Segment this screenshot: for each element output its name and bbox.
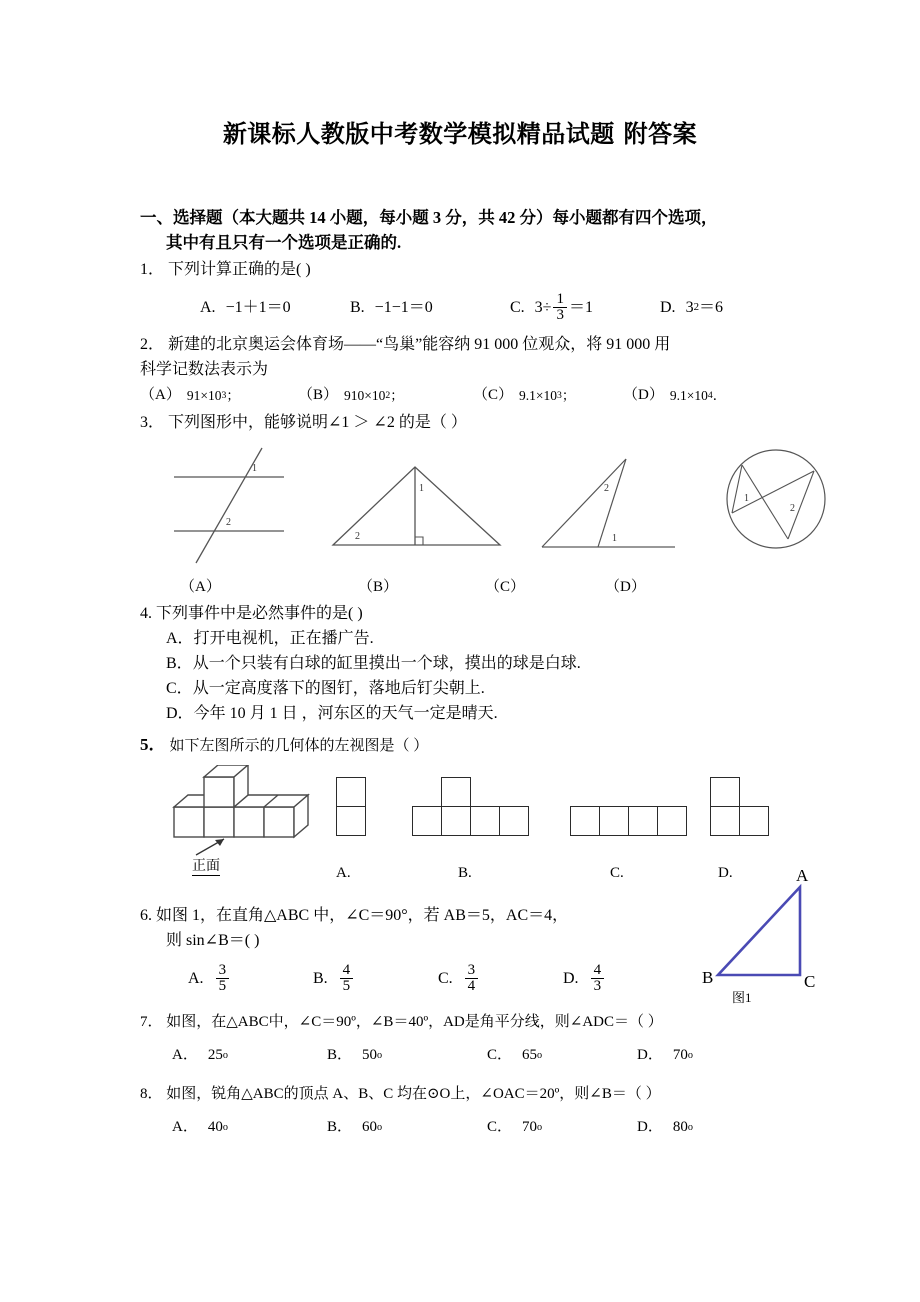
view-label-d: D. [718, 864, 733, 881]
option-label: （B） [298, 386, 339, 403]
view-b-shape[interactable] [412, 777, 532, 837]
option-label: （A） [140, 386, 181, 403]
option-exponent: 2 [693, 301, 699, 314]
option-tail: ＝6 [699, 299, 724, 317]
option-exponent: 2 [385, 389, 391, 401]
question-2-option-b[interactable] [298, 383, 473, 408]
vertex-label-a: A [796, 866, 809, 885]
question-5-figures [140, 765, 820, 874]
question-2 [140, 332, 820, 408]
figure-caption-tu1: 图1 [732, 990, 752, 1005]
angle-label-1: 1 [419, 482, 424, 494]
option-label: （D） [623, 386, 664, 403]
figure-triangle-with-altitude [325, 445, 515, 565]
figure-cube-solid [168, 765, 348, 857]
solid-front-label: 正面 [192, 855, 220, 876]
question-6-figure [700, 865, 820, 1015]
fraction-numerator: 4 [342, 961, 351, 978]
option-label: （C） [473, 386, 514, 403]
angle-label-1: 1 [252, 462, 257, 474]
question-1-option-b[interactable] [350, 292, 510, 324]
option-label: C． [166, 679, 193, 697]
option-exponent: 3 [221, 389, 227, 401]
question-5 [140, 732, 820, 759]
option-text: −1−1＝0 [374, 299, 433, 317]
angle-label-2: 2 [226, 516, 231, 528]
question-4-option-d[interactable] [140, 701, 820, 726]
option-degree: o [537, 1050, 543, 1062]
option-label: C． [487, 1047, 513, 1064]
question-3-stem [140, 410, 820, 435]
question-4-option-a[interactable] [140, 626, 820, 651]
question-8-stem [140, 1082, 820, 1107]
option-label: D． [166, 704, 194, 722]
option-label: C． [487, 1119, 513, 1136]
option-base: 25 [207, 1047, 223, 1064]
question-7-options [140, 1043, 820, 1068]
option-text: 3÷ [534, 299, 552, 317]
question-8-option-a[interactable] [172, 1115, 327, 1140]
question-6-option-c[interactable] [438, 963, 563, 995]
option-text: 从一个只装有白球的缸里摸出一个球，摸出的球是白球. [192, 654, 581, 672]
option-label: A． [172, 1119, 198, 1136]
fraction-one-third [553, 292, 567, 324]
option-tail: ； [226, 387, 240, 403]
question-1-option-c[interactable] [510, 292, 660, 324]
option-label: A． [166, 629, 194, 647]
question-6-option-a[interactable] [188, 963, 313, 995]
question-8-text: 如图，锐角△ABC的顶点 A、B、C 均在⊙O上，∠OAC＝20º，则∠B＝（ ） [166, 1086, 661, 1103]
view-a-shape[interactable] [336, 777, 366, 837]
option-text: 从一定高度落下的图钉，落地后钉尖朝上. [192, 679, 485, 697]
question-3-number: 3． [140, 413, 165, 431]
figure-right-triangle-abc [700, 865, 820, 995]
question-2-number: 2． [140, 335, 165, 353]
fraction-numerator: 3 [218, 961, 227, 978]
question-5-stem [140, 732, 820, 759]
fraction [340, 963, 354, 995]
option-base: 3 [685, 299, 694, 317]
fraction [591, 963, 605, 995]
fraction-denominator: 3 [553, 307, 567, 323]
option-label: D. [660, 299, 676, 317]
question-1-option-d[interactable] [660, 292, 723, 324]
section-heading-line1: 一、选择题（本大题共 14 小题，每小题 3 分，共 42 分）每小题都有四个选项， [140, 208, 718, 227]
option-label: C. [510, 299, 525, 317]
fraction-numerator: 1 [556, 291, 564, 307]
question-8-options [140, 1115, 820, 1140]
option-label: D． [637, 1119, 663, 1136]
option-label: D. [563, 969, 579, 987]
question-3-figures [140, 441, 820, 573]
option-base: 70 [522, 1119, 538, 1136]
question-7 [140, 1010, 820, 1068]
question-6-number: 6. [140, 906, 152, 924]
angle-label-1: 1 [744, 492, 749, 504]
option-label: C. [438, 969, 453, 987]
question-2-option-c[interactable] [473, 383, 623, 408]
figure-label-c: （C） [485, 578, 526, 595]
question-7-option-b[interactable] [327, 1043, 487, 1068]
question-4-option-b[interactable] [140, 651, 820, 676]
section-heading-line2: 其中有且只有一个选项是正确的. [166, 233, 402, 252]
page-title: 新课标人教版中考数学模拟精品试题 附答案 [222, 120, 698, 148]
question-1-options [140, 292, 820, 324]
option-degree: o [537, 1122, 543, 1134]
figure-circle-inscribed-angles [720, 443, 840, 563]
fraction [216, 963, 230, 995]
question-2-option-d[interactable] [623, 383, 726, 408]
vertex-label-b: B [702, 968, 714, 987]
view-d-shape[interactable] [710, 777, 770, 837]
option-label: B. [350, 299, 365, 317]
question-5-number: 5． [140, 734, 166, 754]
fraction-denominator: 4 [465, 978, 479, 994]
option-degree: o [377, 1050, 383, 1062]
view-label-b: B. [458, 864, 472, 881]
question-2-text-2: 科学记数法表示为 [140, 360, 269, 378]
fraction-numerator: 3 [467, 961, 476, 978]
vertex-label-c: C [804, 972, 816, 991]
option-degree: o [687, 1050, 693, 1062]
option-base: 60 [362, 1119, 378, 1136]
fraction [465, 963, 479, 995]
angle-label-2: 2 [355, 530, 360, 542]
figure-label-d: （D） [605, 578, 646, 595]
question-7-option-d[interactable] [637, 1043, 693, 1068]
question-1-stem [140, 257, 820, 282]
angle-label-2: 2 [790, 502, 795, 514]
question-3-figure-labels [140, 575, 820, 597]
question-2-stem-line1 [140, 332, 820, 357]
option-label: D． [637, 1047, 663, 1064]
option-degree: o [222, 1122, 228, 1134]
question-3-text: 下列图形中，能够说明∠1 ＞ ∠2 的是（ ） [168, 413, 467, 431]
option-label: B． [327, 1119, 353, 1136]
option-base: 9.1×10 [669, 387, 708, 403]
question-1-number: 1． [140, 261, 165, 278]
option-base: 91×10 [186, 387, 222, 403]
option-base: 65 [522, 1047, 538, 1064]
view-label-c: C. [610, 864, 624, 881]
question-1 [140, 257, 820, 324]
option-exponent: 3 [557, 389, 562, 401]
question-4-stem [140, 601, 820, 626]
fraction-numerator: 4 [593, 961, 602, 978]
figure-label-b: （B） [358, 578, 399, 595]
option-label: B． [166, 654, 193, 672]
question-7-option-a[interactable] [172, 1043, 327, 1068]
view-label-a: A. [336, 864, 351, 881]
question-2-text-1: 新建的北京奥运会体育场——“鸟巢”能容纳 91 000 位观众，将 91 000 用 [168, 335, 671, 353]
option-base: 50 [362, 1047, 378, 1064]
option-degree: o [222, 1050, 228, 1062]
option-tail: ． [712, 387, 727, 403]
question-8-option-d[interactable] [637, 1115, 693, 1140]
angle-label-1: 1 [612, 532, 617, 544]
figure-label-a: （A） [180, 578, 221, 595]
question-8-option-c[interactable] [487, 1115, 637, 1140]
option-tail: ＝1 [568, 299, 593, 317]
option-label: B． [327, 1047, 353, 1064]
question-7-option-c[interactable] [487, 1043, 637, 1068]
question-3 [140, 410, 820, 435]
option-degree: o [377, 1122, 383, 1134]
option-text: 今年 10 月 1 日 ，河东区的天气一定是晴天. [193, 704, 498, 722]
question-5-text: 如下左图所示的几何体的左视图是（ ） [169, 737, 429, 754]
question-4-number: 4. [140, 604, 152, 622]
question-6-text-2: 则 sin∠B＝( ) [166, 931, 260, 949]
question-4 [140, 601, 820, 726]
fraction-denominator: 3 [591, 978, 605, 994]
option-label: A. [200, 299, 216, 317]
option-base: 9.1×10 [519, 387, 558, 403]
option-label: A. [188, 969, 204, 987]
fraction-denominator: 5 [216, 978, 230, 994]
angle-label-2: 2 [604, 482, 609, 494]
option-base: 910×10 [344, 387, 386, 403]
option-label: A． [172, 1047, 198, 1064]
question-4-option-c[interactable] [140, 676, 820, 701]
question-6-text-1: 如图 1，在直角△ABC 中，∠C＝90°，若 AB＝5，AC＝4， [156, 906, 569, 924]
question-8-number: 8． [140, 1086, 163, 1103]
option-exponent: 4 [707, 389, 713, 401]
figure-triangle-exterior-angle [540, 447, 690, 567]
option-label: B. [313, 969, 328, 987]
question-6-option-d[interactable] [563, 963, 606, 995]
fraction-denominator: 5 [340, 978, 354, 994]
question-4-text: 下列事件中是必然事件的是( ) [156, 604, 363, 622]
question-7-text: 如图，在△ABC中，∠C＝90º，∠B＝40º，AD是角平分线，则∠ADC＝（ ） [166, 1014, 663, 1031]
option-base: 40 [207, 1119, 223, 1136]
question-7-number: 7． [140, 1014, 163, 1031]
question-2-option-a[interactable] [140, 383, 298, 408]
question-8 [140, 1082, 820, 1140]
option-tail: ； [561, 387, 576, 403]
option-base: 70 [672, 1047, 688, 1064]
option-base: 80 [672, 1119, 688, 1136]
question-1-option-a[interactable] [200, 292, 350, 324]
question-8-option-b[interactable] [327, 1115, 487, 1140]
section-heading [140, 205, 820, 255]
option-text: −1＋1＝0 [225, 299, 291, 317]
view-c-shape[interactable] [570, 806, 690, 836]
question-6-option-b[interactable] [313, 963, 438, 995]
option-degree: o [687, 1122, 693, 1134]
question-2-options [140, 383, 820, 408]
figure-parallel-lines-transversal [164, 445, 304, 565]
question-1-text: 下列计算正确的是( ) [168, 261, 311, 278]
option-tail: ； [390, 387, 404, 403]
option-text: 打开电视机，正在播广告. [193, 629, 374, 647]
